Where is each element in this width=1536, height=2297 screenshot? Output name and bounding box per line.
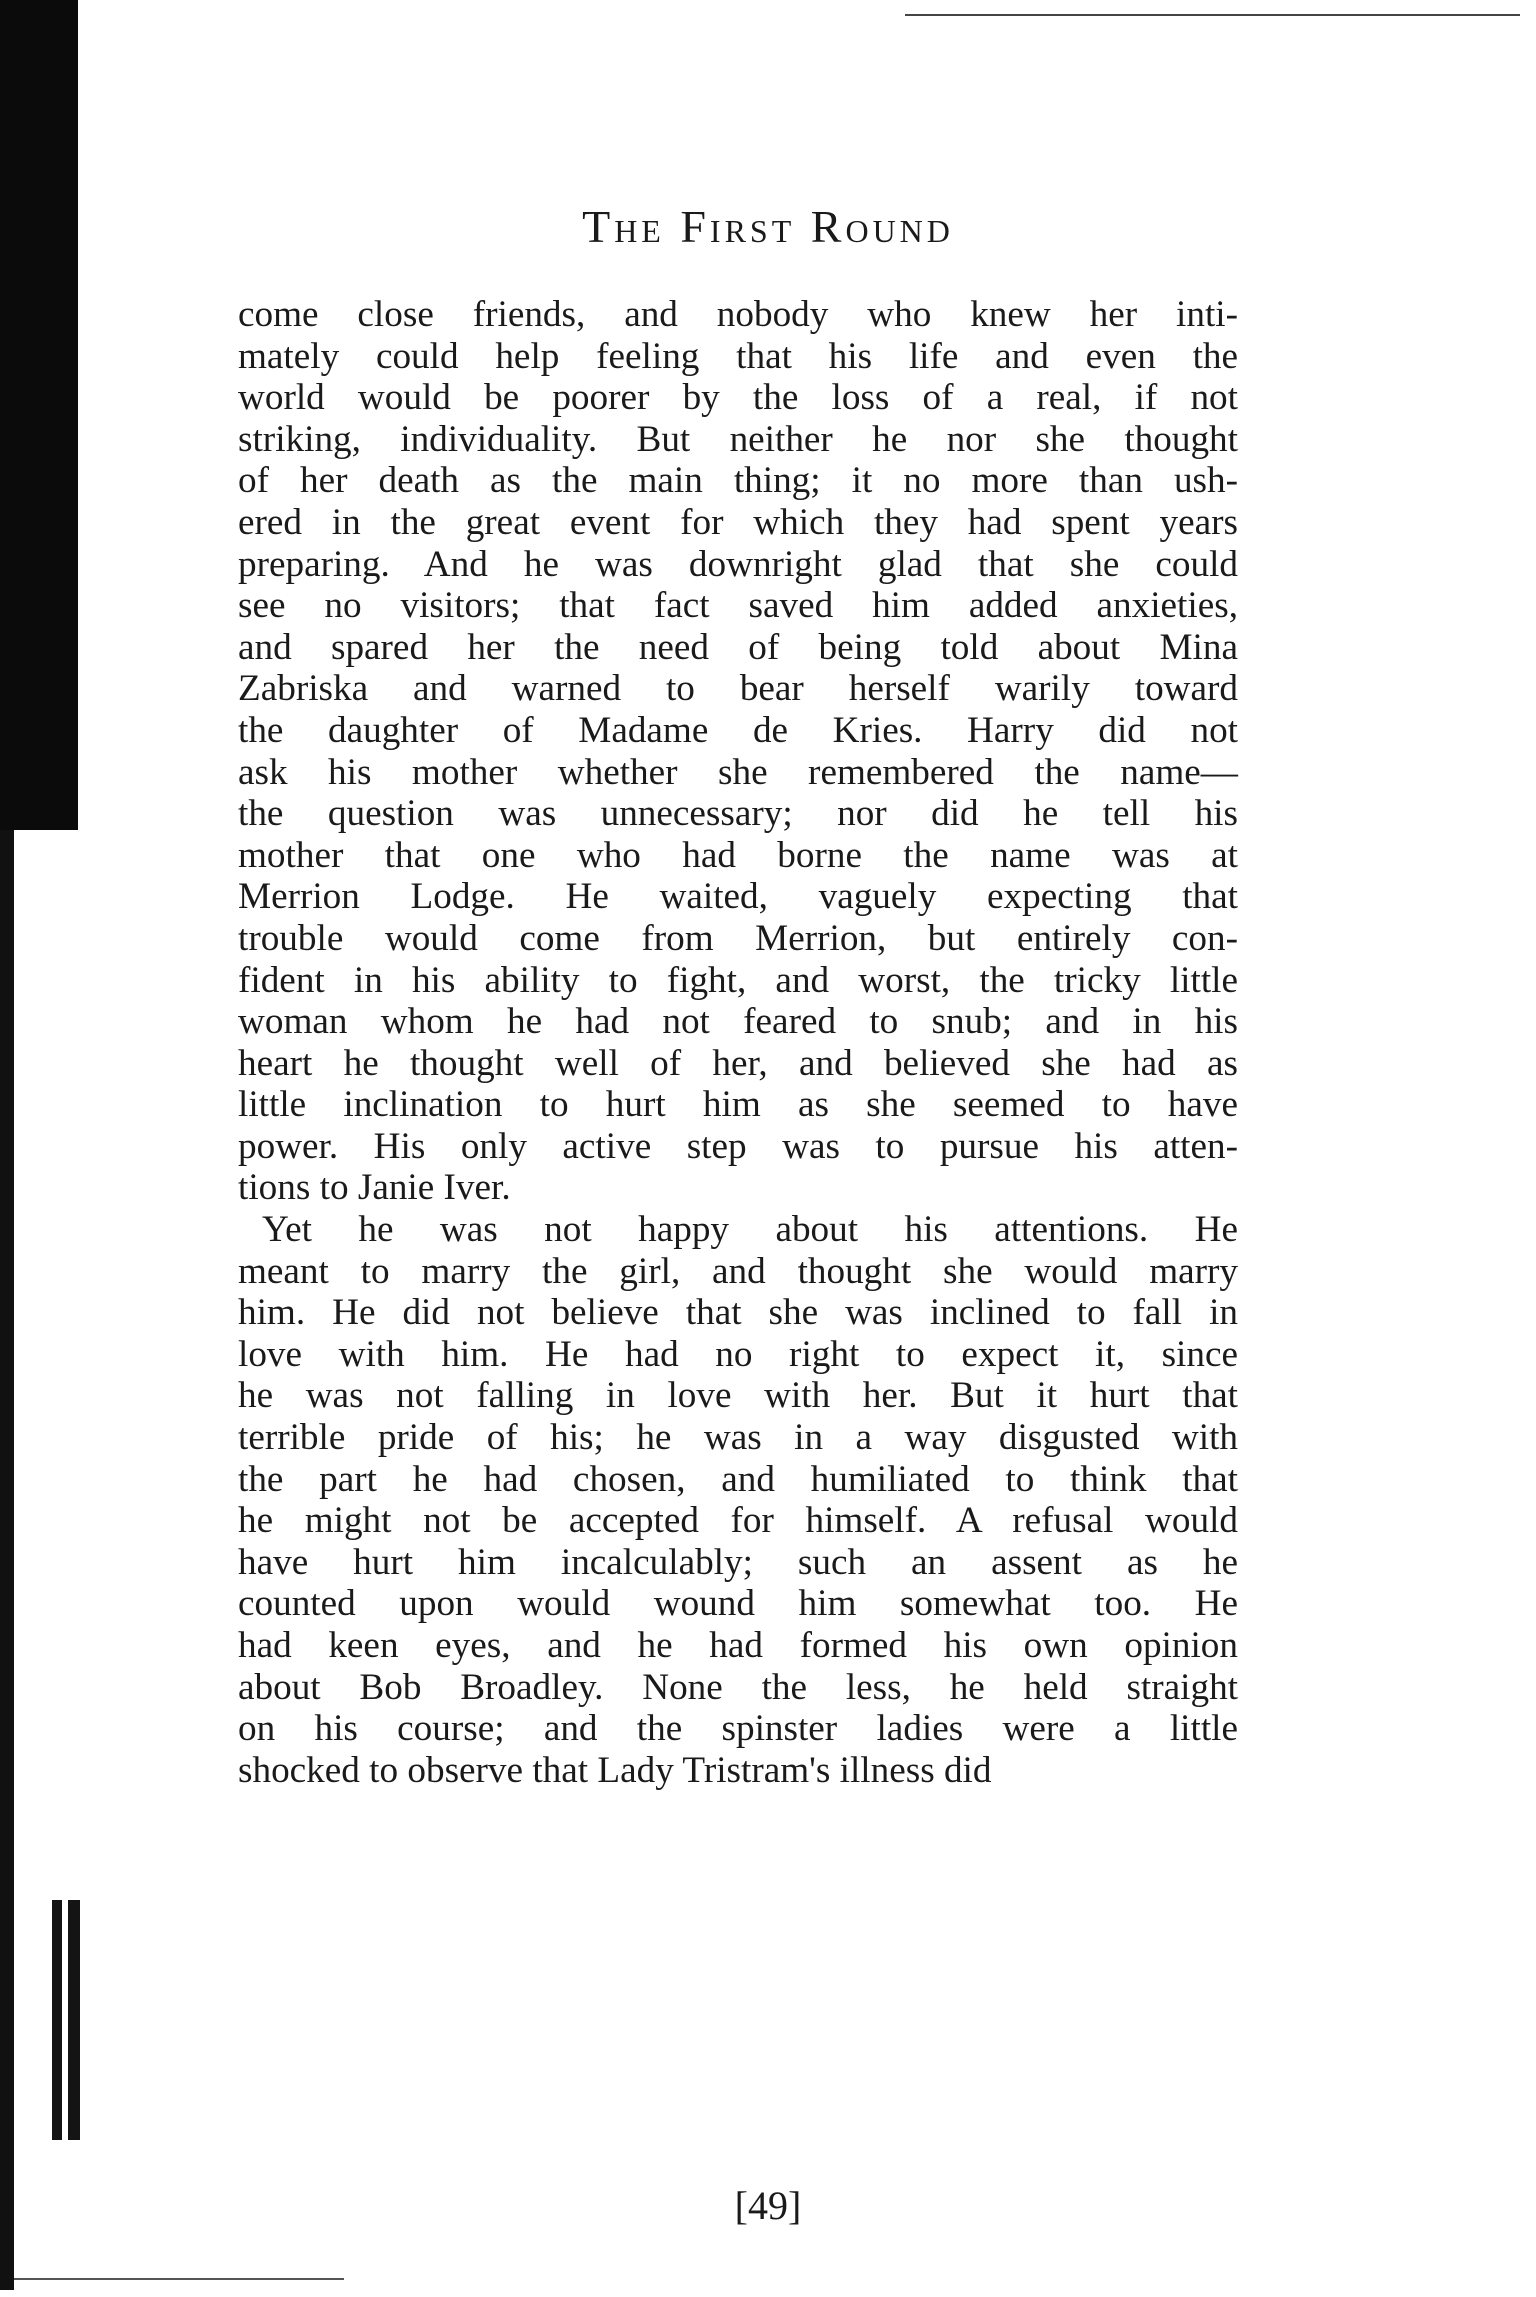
scan-binding-edge [0, 0, 78, 830]
text-line: little inclination to hurt him as she seemed to have [238, 1084, 1238, 1126]
text-line: and spared her the need of being told about Mina [238, 626, 1238, 668]
text-line: terrible pride of his; he was in a way disgusted with [238, 1417, 1238, 1459]
scan-bottom-rule [14, 2278, 344, 2280]
text-line: mother that one who had borne the name was at [238, 834, 1238, 876]
text-line: of her death as the main thing; it no more than ush- [238, 460, 1238, 502]
text-line: tions to Janie Iver. [238, 1167, 511, 1209]
text-line: trouble would come from Merrion, but entirely con- [238, 917, 1238, 959]
text-line: had keen eyes, and he had formed his own opinion [238, 1625, 1238, 1666]
text-line: love with him. He had no right to expect it, since [238, 1333, 1238, 1375]
text-line: see no visitors; that fact saved him added anxieties, [238, 585, 1238, 627]
text-line: striking, individuality. But neither he nor she thought [238, 418, 1238, 460]
text-line: woman whom he had not feared to snub; and in his [238, 1001, 1238, 1043]
running-head: The First Round [582, 201, 954, 252]
text-line: shocked to observe that Lady Tristram's illness did [238, 1749, 992, 1791]
text-line: on his course; and the spinster ladies were a little [238, 1708, 1238, 1750]
scan-binding-mark [68, 1900, 80, 2140]
text-line: he might not be accepted for himself. A refusal would [238, 1500, 1238, 1542]
text-line: him. He did not believe that she was inclined to fall in [238, 1292, 1238, 1334]
text-line: fident in his ability to fight, and worst, the tricky little [238, 959, 1238, 1001]
text-line: the question was unnecessary; nor did he tell his [238, 793, 1238, 835]
text-line: ask his mother whether she remembered the name— [238, 751, 1238, 793]
text-line: the part he had chosen, and humiliated to think that [238, 1458, 1238, 1500]
text-line: Zabriska and warned to bear herself warily toward [238, 668, 1238, 710]
text-line: power. His only active step was to pursue his atten- [238, 1125, 1238, 1167]
body-text [238, 294, 1238, 1791]
text-line: Yet he was not happy about his attentions. He [262, 1209, 1238, 1251]
text-line: Merrion Lodge. He waited, vaguely expecting that [238, 876, 1238, 918]
text-line: preparing. And he was downright glad that she could [238, 543, 1238, 585]
text-line: come close friends, and nobody who knew her inti- [238, 294, 1238, 335]
text-line: heart he thought well of her, and believed she had as [238, 1042, 1238, 1084]
text-line: meant to marry the girl, and thought she would marry [238, 1250, 1238, 1292]
page-number: [49] [734, 2183, 802, 2228]
text-line: ered in the great event for which they had spent years [238, 501, 1238, 543]
text-line: have hurt him incalculably; such an assent as he [238, 1541, 1238, 1583]
text-line: about Bob Broadley. None the less, he held straight [238, 1666, 1238, 1708]
text-line: he was not falling in love with her. But it hurt that [238, 1375, 1238, 1417]
text-line: the daughter of Madame de Kries. Harry did not [238, 709, 1238, 751]
text-line: world would be poorer by the loss of a real, if not [238, 377, 1238, 419]
text-line: mately could help feeling that his life and even the [238, 335, 1238, 377]
scan-binding-edge-lower [0, 830, 14, 2290]
scan-top-rule [905, 14, 1520, 16]
text-line: counted upon would wound him somewhat too. He [238, 1583, 1238, 1625]
scan-binding-mark [52, 1900, 62, 2140]
